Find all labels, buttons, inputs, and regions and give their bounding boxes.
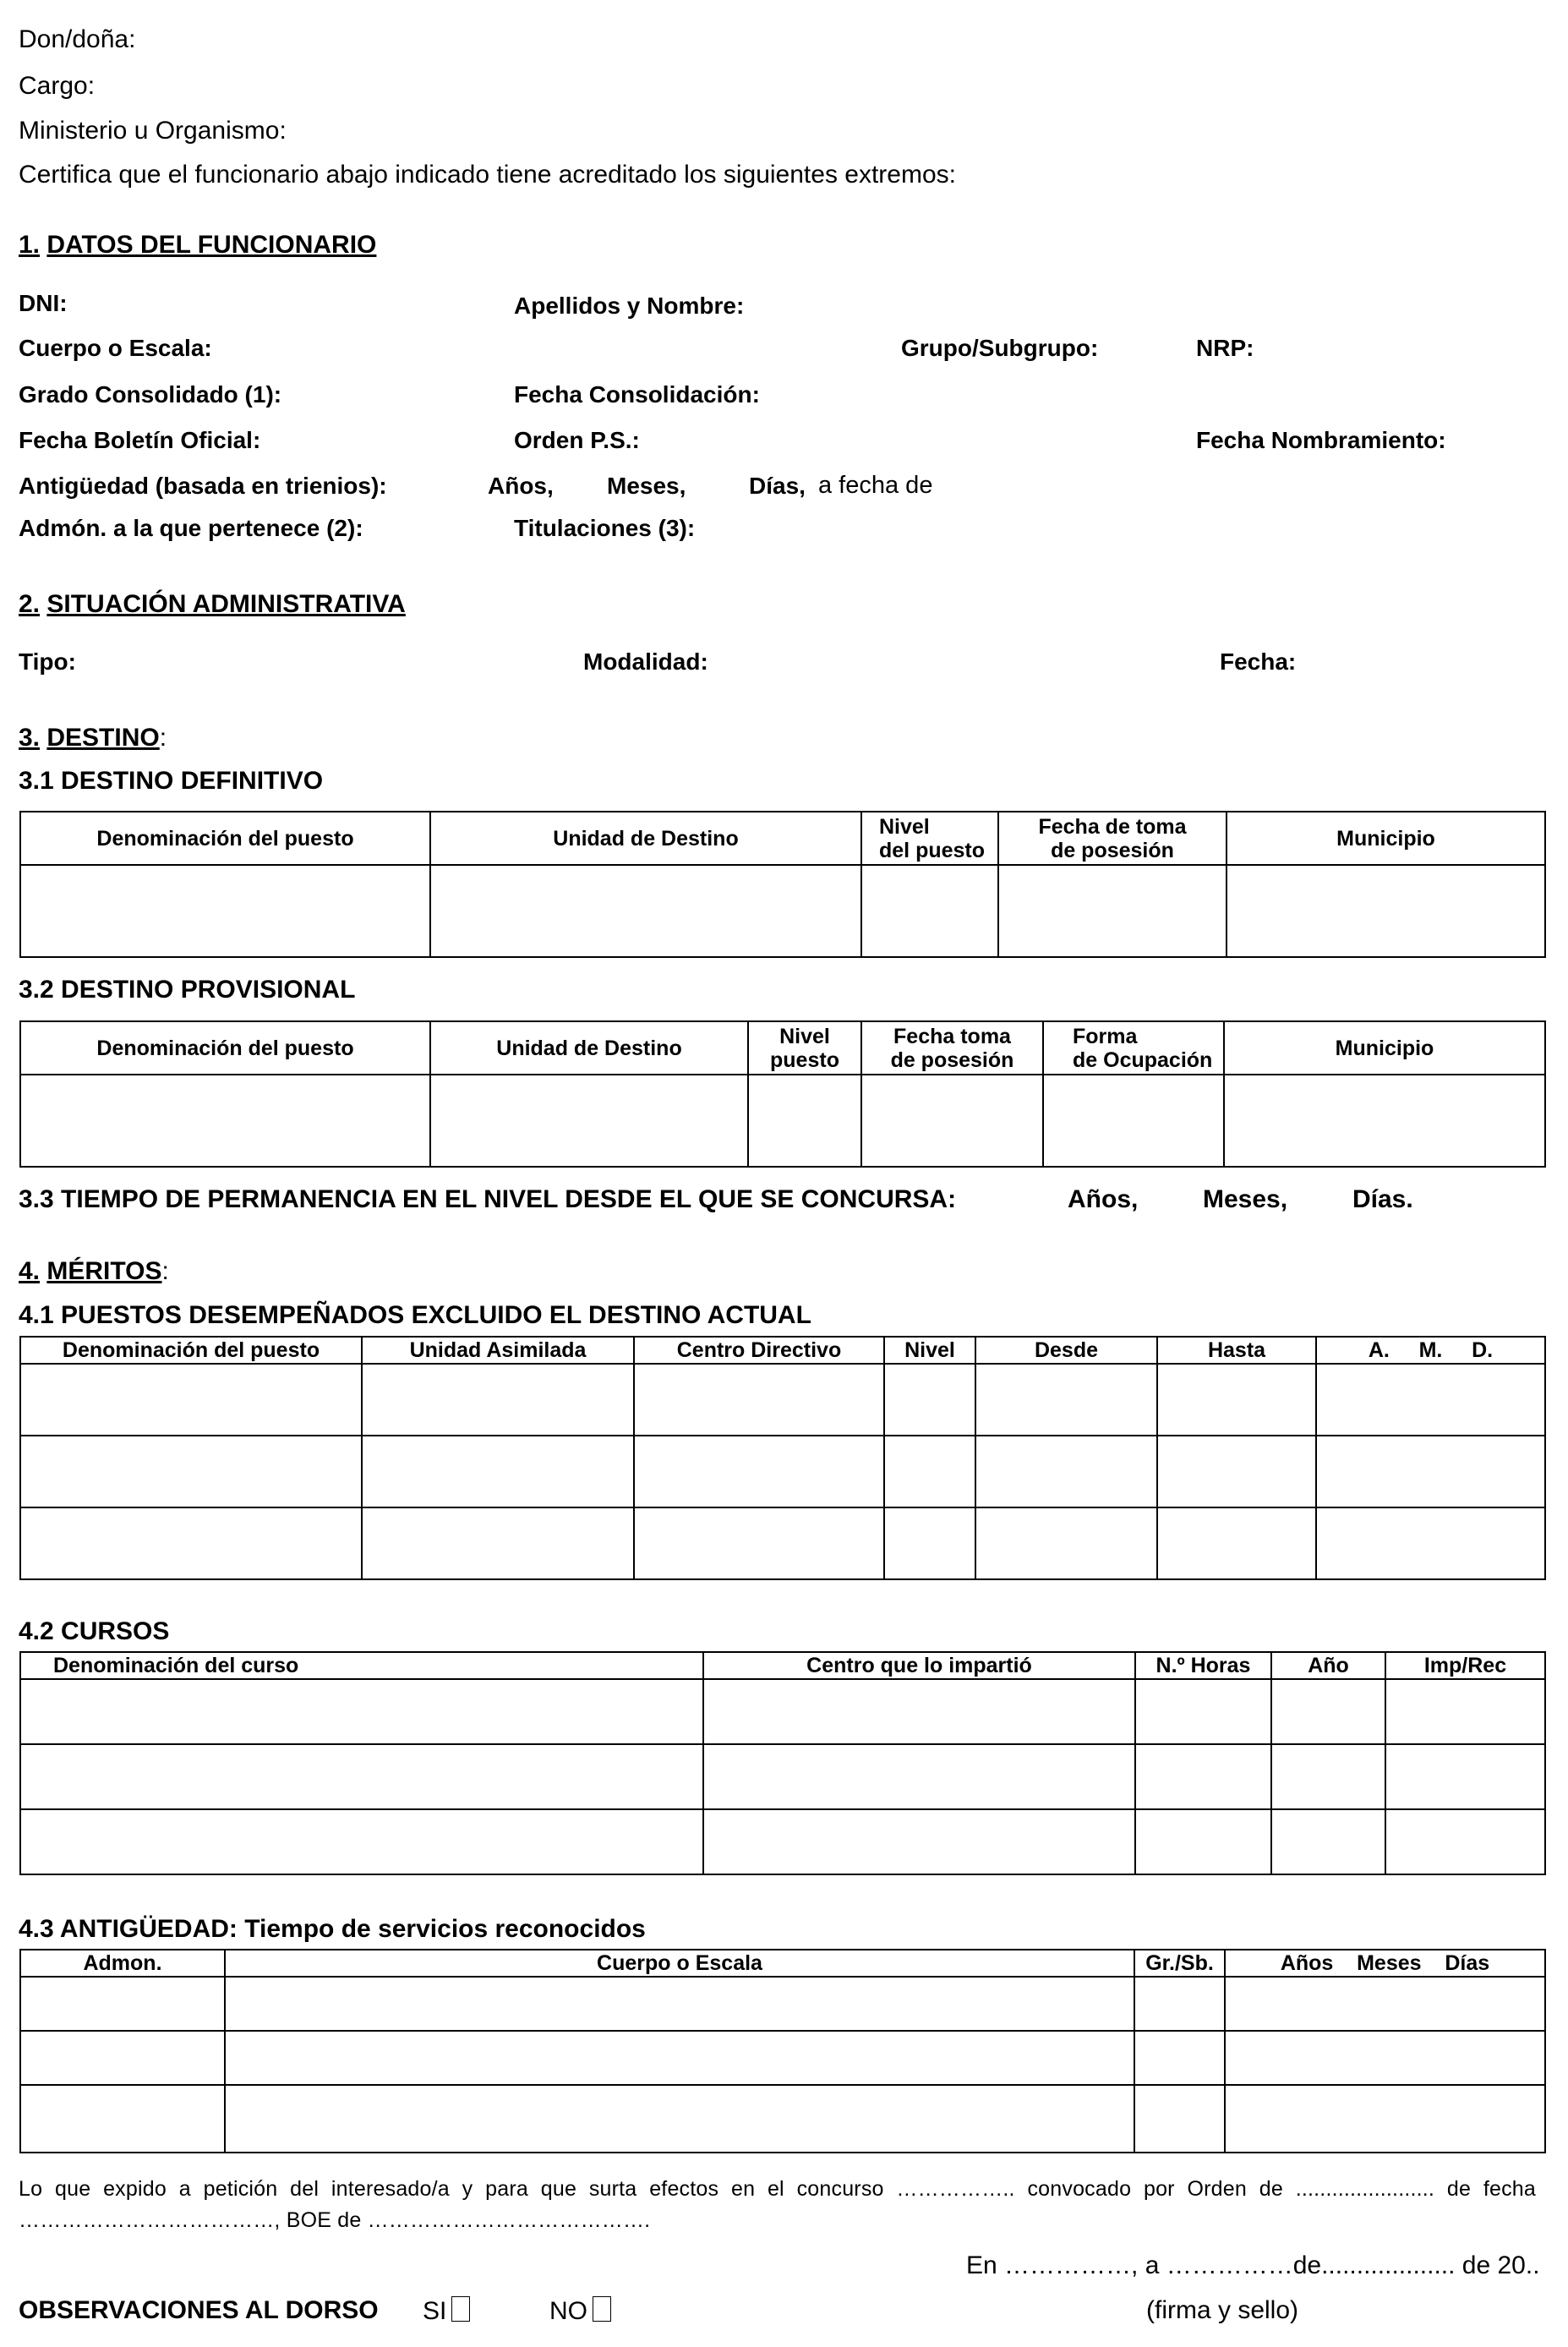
table-row <box>20 865 1545 957</box>
cell-nivel[interactable] <box>748 1075 861 1167</box>
permanencia-anos-label: Años, <box>1068 1185 1139 1213</box>
lugar-fecha-line: En ……………, a ……………de................... de 20.. <box>966 2251 1540 2279</box>
cell[interactable] <box>975 1364 1157 1436</box>
cell[interactable] <box>1316 1507 1545 1579</box>
fecha-nombramiento-label: Fecha Nombramiento: <box>1196 427 1446 453</box>
cell-nivel[interactable] <box>861 865 998 957</box>
col-nivel-line2: del puesto <box>879 838 986 862</box>
cell-municipio[interactable] <box>1227 865 1545 957</box>
cell-unidad[interactable] <box>430 865 861 957</box>
table-row <box>20 1977 1545 2031</box>
observaciones-label: OBSERVACIONES AL DORSO <box>19 2296 379 2324</box>
nrp-label: NRP: <box>1196 335 1254 361</box>
permanencia-meses-label: Meses, <box>1203 1185 1288 1213</box>
col-nivel-line1: Nivel <box>879 814 930 839</box>
destino-definitivo-heading: 3.1 DESTINO DEFINITIVO <box>19 767 324 795</box>
orden-ps-label: Orden P.S.: <box>514 427 640 453</box>
cell[interactable] <box>1157 1364 1316 1436</box>
col-nivel <box>748 1021 861 1075</box>
col-forma-line2: de Ocupación <box>1073 1048 1213 1072</box>
apellidos-label: Apellidos y Nombre: <box>514 293 745 319</box>
table-row <box>20 2031 1545 2085</box>
col-centro-directivo: Centro Directivo <box>634 1337 884 1364</box>
antiguedad-meses-label: Meses, <box>607 473 686 499</box>
permanencia-dias-label: Días. <box>1352 1185 1413 1213</box>
titulaciones-label: Titulaciones (3): <box>514 515 696 541</box>
antiguedad-label: Antigüedad (basada en trienios): <box>19 473 387 499</box>
col-amd: A. M. D. <box>1316 1337 1545 1364</box>
section-2-number: 2. <box>19 590 41 618</box>
don-label: Don/doña: <box>19 25 136 53</box>
section-1-title: DATOS DEL FUNCIONARIO <box>46 231 377 259</box>
col-denominacion: Denominación del puesto <box>20 812 430 865</box>
col-desde: Desde <box>975 1337 1157 1364</box>
cell[interactable] <box>20 1809 703 1874</box>
cell[interactable] <box>975 1507 1157 1579</box>
cuerpo-label: Cuerpo o Escala: <box>19 335 212 361</box>
cell[interactable] <box>1157 1436 1316 1507</box>
cell[interactable] <box>634 1436 884 1507</box>
col-unidad-destino: Unidad de Destino <box>430 812 861 865</box>
section-3-heading <box>19 724 167 752</box>
table-header-row <box>20 1950 1545 1977</box>
cell[interactable] <box>1134 2085 1225 2153</box>
cell[interactable] <box>20 1364 362 1436</box>
cell[interactable] <box>884 1436 975 1507</box>
cell[interactable] <box>703 1809 1135 1874</box>
cell[interactable] <box>634 1507 884 1579</box>
cursos-heading: 4.2 CURSOS <box>19 1617 170 1645</box>
col-fecha-toma <box>861 1021 1043 1075</box>
cell[interactable] <box>1225 1977 1545 2031</box>
antiguedad-table <box>19 1949 1546 2153</box>
cell[interactable] <box>1135 1679 1271 1744</box>
cell[interactable] <box>703 1679 1135 1744</box>
cell[interactable] <box>884 1507 975 1579</box>
table-row <box>20 1809 1545 1874</box>
table-row <box>20 1507 1545 1579</box>
col-denominacion: Denominación del puesto <box>20 1337 362 1364</box>
no-label: NO <box>549 2297 587 2325</box>
col-fecha-toma-line2: de posesión <box>890 1048 1014 1072</box>
cell-fecha-toma[interactable] <box>998 865 1227 957</box>
section-3-colon: : <box>159 724 167 752</box>
table-row <box>20 2085 1545 2153</box>
situacion-fecha-label: Fecha: <box>1220 648 1297 675</box>
col-centro-imparticion: Centro que lo impartió <box>703 1652 1135 1679</box>
table-row <box>20 1744 1545 1809</box>
cell[interactable] <box>20 1436 362 1507</box>
antiguedad-heading-label: 4.3 ANTIGÜEDAD: <box>19 1915 238 1943</box>
col-nivel <box>861 812 998 865</box>
cell-denominacion[interactable] <box>20 865 430 957</box>
cell[interactable] <box>20 2031 225 2085</box>
si-option[interactable] <box>423 2296 470 2326</box>
cargo-label: Cargo: <box>19 72 96 100</box>
table-header-row <box>20 1652 1545 1679</box>
table-row <box>20 1679 1545 1744</box>
cell[interactable] <box>1271 1744 1385 1809</box>
col-forma-line1: Forma <box>1073 1024 1138 1048</box>
cell[interactable] <box>1225 2031 1545 2085</box>
cell-fecha-toma[interactable] <box>861 1075 1043 1167</box>
cell[interactable] <box>1135 1809 1271 1874</box>
admon-label: Admón. a la que pertenece (2): <box>19 515 363 541</box>
table-row <box>20 1364 1545 1436</box>
col-nivel-line2: puesto <box>770 1048 839 1072</box>
cell[interactable] <box>1225 2085 1545 2153</box>
cell[interactable] <box>703 1744 1135 1809</box>
dni-label: DNI: <box>19 290 68 316</box>
antiguedad-heading <box>19 1915 646 1944</box>
section-1-heading <box>19 231 376 260</box>
col-fecha-toma-line1: Fecha toma <box>893 1024 1011 1048</box>
fecha-consolidacion-label: Fecha Consolidación: <box>514 381 760 408</box>
table-header-row <box>20 812 1545 865</box>
col-grupo: Gr./Sb. <box>1134 1950 1225 1977</box>
cell[interactable] <box>20 2085 225 2153</box>
a-fecha-label: a fecha de <box>818 472 933 499</box>
col-imp-rec: Imp/Rec <box>1385 1652 1545 1679</box>
col-cuerpo-escala: Cuerpo o Escala <box>225 1950 1134 1977</box>
col-fecha-toma <box>998 812 1227 865</box>
cell[interactable] <box>1316 1436 1545 1507</box>
tipo-label: Tipo: <box>19 648 76 675</box>
cell[interactable] <box>362 1507 634 1579</box>
cell[interactable] <box>1134 1977 1225 2031</box>
destino-provisional-heading: 3.2 DESTINO PROVISIONAL <box>19 976 356 1004</box>
col-municipio: Municipio <box>1227 812 1545 865</box>
cell[interactable] <box>225 2031 1134 2085</box>
col-municipio: Municipio <box>1224 1021 1545 1075</box>
table-row <box>20 1436 1545 1507</box>
no-option[interactable] <box>549 2296 611 2326</box>
cell[interactable] <box>20 1744 703 1809</box>
col-nivel: Nivel <box>884 1337 975 1364</box>
expido-text-line2: ………………………………, BOE de …………………………………. <box>19 2208 651 2232</box>
col-nivel-line1: Nivel <box>779 1024 830 1048</box>
no-checkbox[interactable] <box>593 2296 611 2322</box>
section-3-number: 3. <box>19 724 41 752</box>
destino-provisional-table <box>19 1020 1546 1168</box>
antiguedad-anos-label: Años, <box>488 473 554 499</box>
puestos-desempenados-heading: 4.1 PUESTOS DESEMPEÑADOS EXCLUIDO EL DESTINO ACTUAL <box>19 1301 811 1329</box>
modalidad-label: Modalidad: <box>583 648 708 675</box>
cell[interactable] <box>20 1507 362 1579</box>
cell-denominacion[interactable] <box>20 1075 430 1167</box>
cell[interactable] <box>1385 1679 1545 1744</box>
cell[interactable] <box>634 1364 884 1436</box>
col-admon: Admon. <box>20 1950 225 1977</box>
section-4-number: 4. <box>19 1257 41 1285</box>
tiempo-permanencia-heading: 3.3 TIEMPO DE PERMANENCIA EN EL NIVEL DESDE EL QUE SE CONCURSA: <box>19 1185 957 1213</box>
section-4-colon: : <box>161 1257 169 1285</box>
col-forma-ocupacion <box>1043 1021 1224 1075</box>
cell[interactable] <box>225 1977 1134 2031</box>
cell[interactable] <box>1271 1679 1385 1744</box>
col-unidad-asimilada: Unidad Asimilada <box>362 1337 634 1364</box>
cell[interactable] <box>884 1364 975 1436</box>
ministerio-label: Ministerio u Organismo: <box>19 117 287 145</box>
expido-text-line1: Lo que expido a petición del interesado/a y para que surta efectos en el concurso …………….. convocado por Orden de ....................... de fecha <box>19 2177 1536 2201</box>
si-checkbox[interactable] <box>451 2296 470 2322</box>
cell[interactable] <box>1157 1507 1316 1579</box>
section-1-number: 1. <box>19 231 41 259</box>
cell[interactable] <box>1385 1809 1545 1874</box>
col-denominacion: Denominación del puesto <box>20 1021 430 1075</box>
cell[interactable] <box>20 1679 703 1744</box>
section-4-title: MÉRITOS <box>46 1257 162 1285</box>
section-2-title: SITUACIÓN ADMINISTRATIVA <box>46 590 406 618</box>
cell[interactable] <box>225 2085 1134 2153</box>
col-denominacion-curso: Denominación del curso <box>20 1652 703 1679</box>
cell-unidad[interactable] <box>430 1075 748 1167</box>
certifica-text: Certifica que el funcionario abajo indicado tiene acreditado los siguientes extremos: <box>19 161 956 189</box>
si-label: SI <box>423 2297 447 2325</box>
cell[interactable] <box>362 1364 634 1436</box>
cell[interactable] <box>1271 1809 1385 1874</box>
col-anos-meses-dias: Años Meses Días <box>1225 1950 1545 1977</box>
table-row <box>20 1075 1545 1167</box>
section-4-heading <box>19 1257 169 1286</box>
table-header-row <box>20 1021 1545 1075</box>
firma-sello-label: (firma y sello) <box>1146 2296 1299 2324</box>
cell[interactable] <box>362 1436 634 1507</box>
cell[interactable] <box>1316 1364 1545 1436</box>
cell[interactable] <box>20 1977 225 2031</box>
col-unidad-destino: Unidad de Destino <box>430 1021 748 1075</box>
cursos-table <box>19 1651 1546 1875</box>
puestos-table <box>19 1336 1546 1580</box>
destino-definitivo-table <box>19 811 1546 958</box>
antiguedad-dias-label: Días, <box>749 473 806 499</box>
cell-municipio[interactable] <box>1224 1075 1545 1167</box>
col-fecha-toma-line1: Fecha de toma <box>1038 814 1187 839</box>
col-ano: Año <box>1271 1652 1385 1679</box>
cell[interactable] <box>1135 1744 1271 1809</box>
table-header-row <box>20 1337 1545 1364</box>
fecha-boletin-label: Fecha Boletín Oficial: <box>19 427 261 453</box>
antiguedad-heading-desc: Tiempo de servicios reconocidos <box>237 1915 646 1943</box>
cell[interactable] <box>975 1436 1157 1507</box>
cell-forma[interactable] <box>1043 1075 1224 1167</box>
col-horas: N.º Horas <box>1135 1652 1271 1679</box>
section-2-heading <box>19 590 406 619</box>
cell[interactable] <box>1134 2031 1225 2085</box>
section-3-title: DESTINO <box>46 724 160 752</box>
col-hasta: Hasta <box>1157 1337 1316 1364</box>
grado-label: Grado Consolidado (1): <box>19 381 282 408</box>
cell[interactable] <box>1385 1744 1545 1809</box>
col-fecha-toma-line2: de posesión <box>1051 838 1174 862</box>
grupo-label: Grupo/Subgrupo: <box>901 335 1099 361</box>
